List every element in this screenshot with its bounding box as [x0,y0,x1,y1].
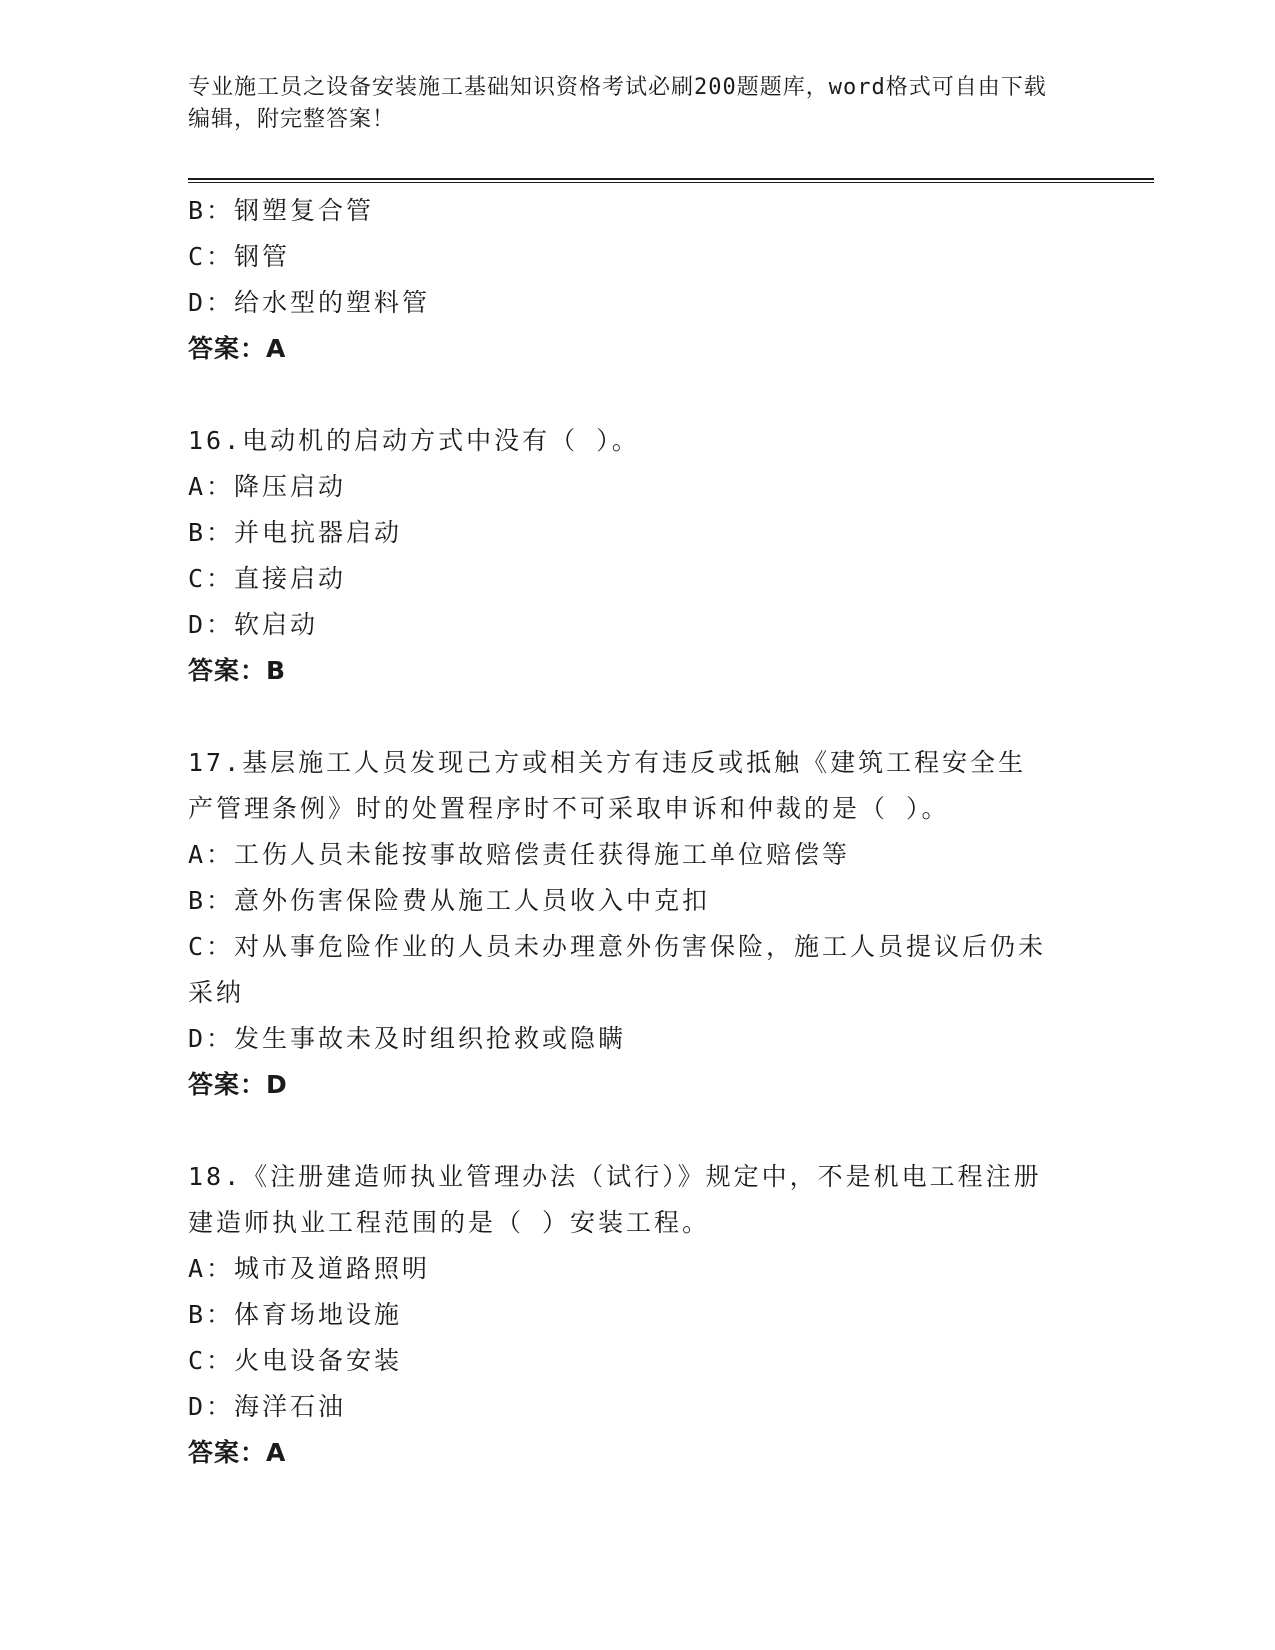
option-b: B：意外伤害保险费从施工人员收入中克扣 [188,886,711,915]
question-text: 18.《注册建造师执业管理办法（试行）》规定中，不是机电工程注册建造师执业工程范围的是（ ）安装工程。 [188,1162,1042,1237]
document-header: 专业施工员之设备安装施工基础知识资格考试必刷200题题库，word格式可自由下载编辑，附完整答案！ [188,75,1047,132]
option-d: D：海洋石油 [188,1392,347,1421]
option-a: A：降压启动 [188,472,347,501]
answer-line: 答案：A [188,334,287,363]
answer-line: 答案：B [188,656,287,685]
continued-question [188,188,1088,372]
option-d: D：给水型的塑料管 [188,288,431,317]
option-c: C：直接启动 [188,564,347,593]
question-list [188,188,1088,1476]
option-b: B：钢塑复合管 [188,196,375,225]
header-divider [188,178,1154,183]
option-a: A：工伤人员未能按事故赔偿责任获得施工单位赔偿等 [188,840,851,869]
answer-line: 答案：D [188,1070,288,1099]
option-d: D：软启动 [188,610,319,639]
option-c: C：对从事危险作业的人员未办理意外伤害保险，施工人员提议后仍未采纳 [188,932,1047,1007]
option-c: C：火电设备安装 [188,1346,403,1375]
answer-line: 答案：A [188,1438,287,1467]
option-b: B：体育场地设施 [188,1300,403,1329]
question-text: 16.电动机的启动方式中没有（ ）。 [188,426,640,455]
question-16 [188,418,1088,694]
question-17 [188,740,1088,1108]
option-b: B：并电抗器启动 [188,518,403,547]
option-c: C：钢管 [188,242,291,271]
option-a: A：城市及道路照明 [188,1254,431,1283]
question-text: 17.基层施工人员发现己方或相关方有违反或抵触《建筑工程安全生产管理条例》时的处置程序时不可采取申诉和仲裁的是（ ）。 [188,748,1027,823]
question-18 [188,1154,1088,1476]
option-d: D：发生事故未及时组织抢救或隐瞒 [188,1024,627,1053]
